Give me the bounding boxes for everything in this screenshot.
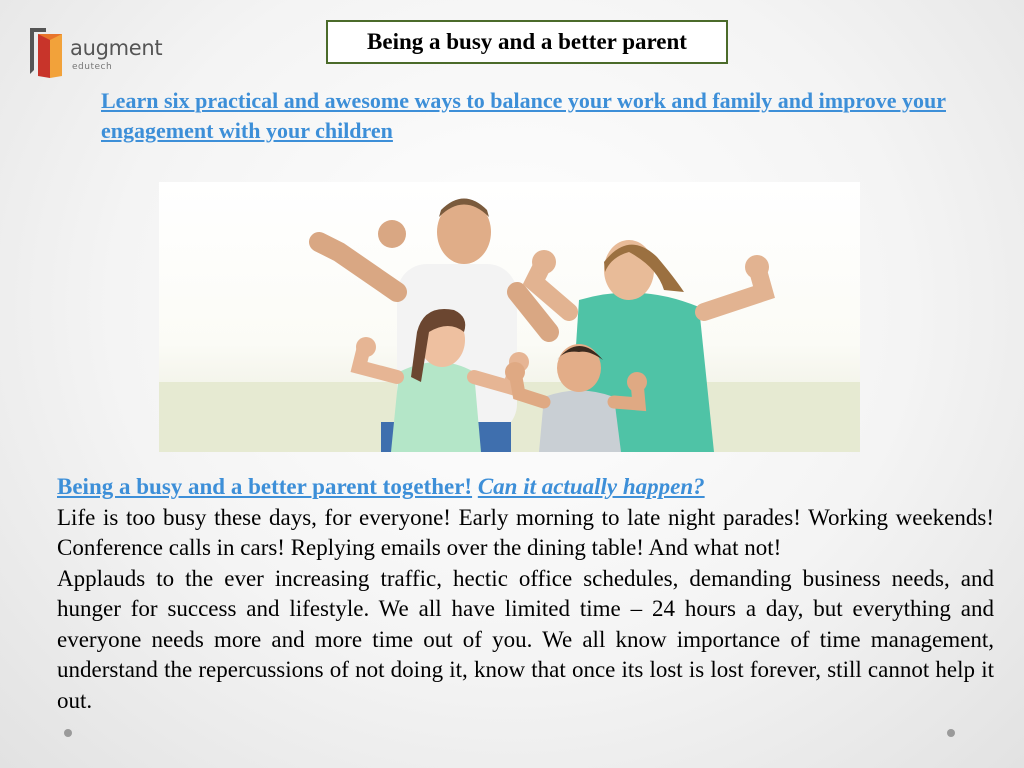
company-logo bbox=[28, 26, 163, 82]
logo-wordmark: augment bbox=[70, 36, 163, 60]
paragraph-2: Applauds to the ever increasing traffic, hectic office schedules, demanding business needs, and hunger for success and lifestyle. We all have limited time – 24 hours a day, but everything and everyone needs more and more time out of you. We all know importance of time management, understand the repercussions of not doing it, know that once its lost is lost forever, still cannot help it out. bbox=[57, 565, 994, 713]
section-heading-main[interactable]: Being a busy and a better parent together! bbox=[57, 474, 473, 499]
logo-mark-icon bbox=[28, 26, 68, 80]
section-heading[interactable] bbox=[57, 472, 994, 503]
page-title: Being a busy and a better parent bbox=[326, 20, 728, 64]
logo-subtext: edutech bbox=[72, 62, 113, 72]
article-body bbox=[57, 472, 994, 716]
family-photo bbox=[159, 182, 860, 452]
paragraph-1: Life is too busy these days, for everyone! Early morning to late night parades! Working weekends! Conference calls in cars! Replying emails over the dining table! And what not! bbox=[57, 504, 994, 560]
section-heading-italic[interactable]: Can it actually happen? bbox=[477, 474, 705, 499]
slide-dot-right bbox=[947, 729, 955, 737]
slide-dot-left bbox=[64, 729, 72, 737]
subtitle-link[interactable]: Learn six practical and awesome ways to balance your work and family and improve your engagement with your children bbox=[101, 88, 946, 143]
